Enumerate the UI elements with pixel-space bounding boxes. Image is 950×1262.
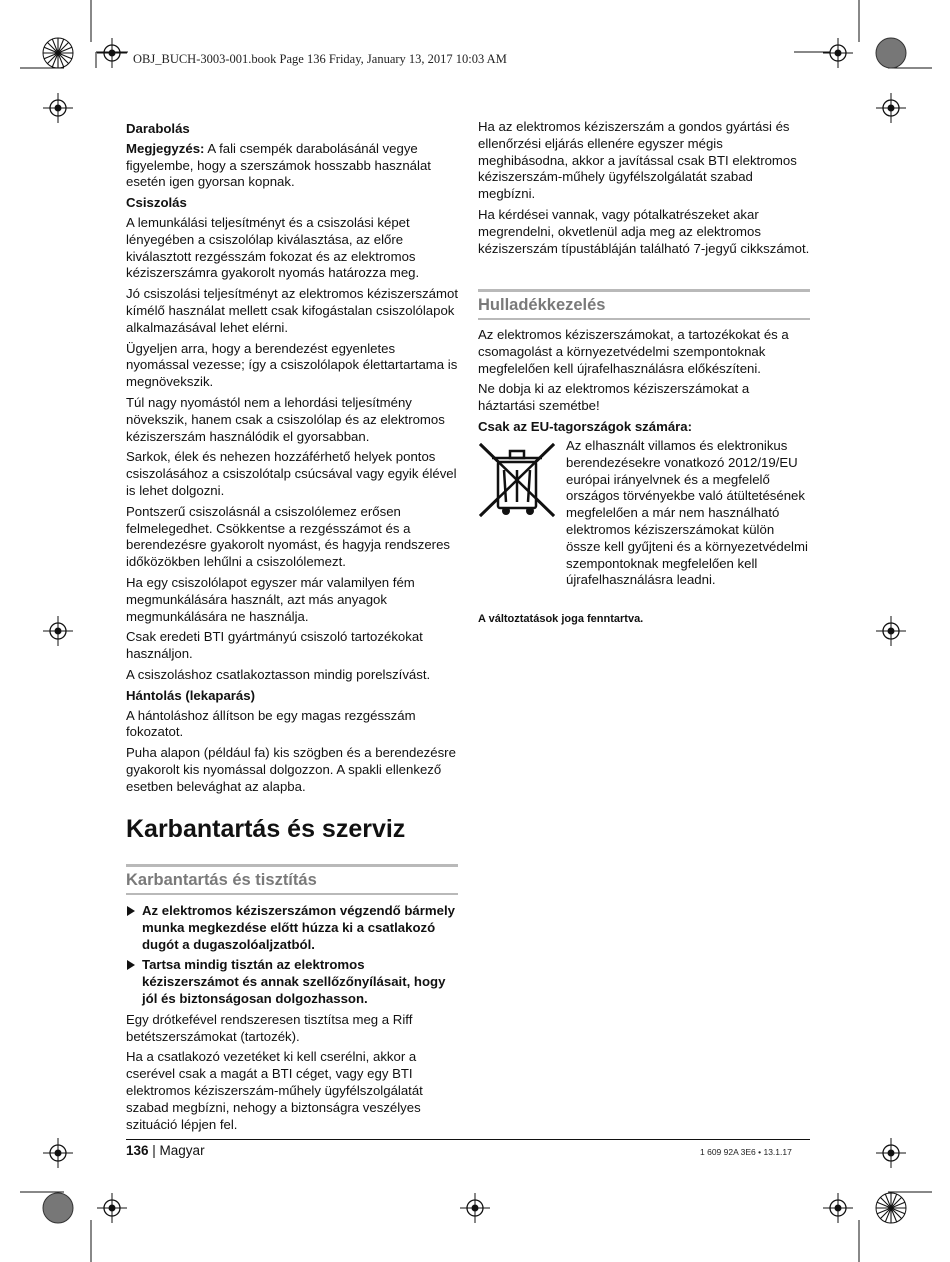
scraping-paragraph-2: Puha alapon (például fa) kis szögben és a berendezésre gyakorolt kis nyomással dolgozzon. A spakli ellenkező esetben belevághat az alapba. bbox=[126, 745, 456, 794]
section-title-sanding: Csiszolás bbox=[126, 195, 187, 211]
scraping-paragraph-1: A hántoláshoz állítson be egy magas rezgésszám fokozatot. bbox=[126, 707, 416, 740]
maintenance-paragraph-1: Egy drótkefével rendszeresen tisztítsa meg a Riff betétszerszámokat (tartozék). bbox=[126, 1011, 413, 1044]
right-column bbox=[478, 119, 810, 261]
footer-rule bbox=[126, 1139, 810, 1140]
sanding-paragraph-2: Jó csiszolási teljesítményt az elektromos kéziszerszámot kímélő használat mellett csak kifogástalan csiszolólapok alkalmazásával lehet elérni. bbox=[126, 286, 458, 335]
left-column bbox=[126, 119, 458, 799]
triangle-bullet-icon bbox=[127, 960, 135, 970]
sanding-paragraph-8: Csak eredeti BTI gyártmányú csiszoló tartozékokat használjon. bbox=[126, 629, 423, 662]
section-rule bbox=[478, 318, 810, 320]
eu-title: Csak az EU-tagországok számára: bbox=[478, 418, 693, 434]
sanding-paragraph-7: Ha egy csiszolólapot egyszer már valamilyen fém megmunkálására használt, azt más anyagok megmunkálására ne használja. bbox=[126, 574, 415, 624]
eu-directive-text: Az elhasznált villamos és elektronikus berendezésekre vonatkozó 2012/19/EU európai irányelvnek és a megfelelő országos törvényekbe való átültetésének megfelelően a már nem használható elektromos kéziszerszámokat külön össze kell gyűjteni és a környezetvédelmi szempontoknak megfelelően kell újrafelhasználásra leadni. bbox=[566, 438, 808, 588]
bullet-text: Az elektromos kéziszerszámon végzendő bármely munka megkezdése előtt húzza ki a csatlakozó dugót a dugaszolóaljzatból. bbox=[142, 903, 455, 952]
disposal-body bbox=[478, 327, 810, 439]
triangle-bullet-icon bbox=[127, 906, 135, 916]
rights-reserved-note: A változtatások joga fenntartva. bbox=[478, 613, 644, 625]
section-rule bbox=[126, 864, 458, 867]
sanding-paragraph-9: A csiszoláshoz csatlakoztasson mindig porelszívást. bbox=[126, 666, 431, 682]
disposal-paragraph-2: Ne dobja ki az elektromos kéziszerszámokat a háztartási szemétbe! bbox=[478, 381, 750, 414]
service-paragraph-2: Ha kérdései vannak, vagy pótalkatrészeket akar megrendelni, okvetlenül adja meg az elektromos kéziszerszám típustábláján található 7-jegyű cikkszámot. bbox=[478, 206, 810, 256]
warning-bullet-2 bbox=[126, 957, 458, 1007]
chapter-title: Karbantartás és szerviz bbox=[126, 815, 406, 843]
disposal-paragraph-1: Az elektromos kéziszerszámokat, a tartozékokat és a csomagolást a környezetvédelmi szempontoknak megfelelően kell újrafelhasználásra előkészíteni. bbox=[478, 327, 789, 376]
footer-separator: | bbox=[148, 1143, 160, 1158]
section-title-cutting: Darabolás bbox=[126, 121, 190, 136]
page-number: 136 bbox=[126, 1143, 149, 1158]
bullet-text: Tartsa mindig tisztán az elektromos kéziszerszámot és annak szellőzőnyílásait, hogy jól és biztonságosan dolgozhasson. bbox=[142, 957, 446, 1006]
maintenance-paragraph-2: Ha a csatlakozó vezetéket ki kell cserélni, akkor a cserével csak a magát a BTI céget, vagy egy BTI elektromos kéziszerszám-műhely ügyfélszolgálatát szabad megbízni, nehogy a biztonságra veszélyes szituáció lépjen fel. bbox=[126, 1049, 423, 1132]
footer-page-label bbox=[126, 1143, 205, 1158]
weee-bin-icon bbox=[476, 440, 558, 520]
section-title-scraping: Hántolás (lekaparás) bbox=[126, 687, 255, 703]
note-label: Megjegyzés: bbox=[126, 140, 205, 156]
service-paragraph-1: Ha az elektromos kéziszerszám a gondos gyártási és ellenőrzési eljárás ellenére egyszer mégis meghibásodna, akkor a javítással csak BTI elektromos kéziszerszám-műhely ügyfélszolgálatát szabad megbízni. bbox=[478, 119, 797, 202]
note-text: A fali csempék darabolásánál vegye figyelembe, hogy a szerszámok hosszabb használat esetén igen gyorsan kopnak. bbox=[126, 140, 431, 190]
subsection-title-maintenance: Karbantartás és tisztítás bbox=[126, 871, 317, 889]
book-header-line: OBJ_BUCH-3003-001.book Page 136 Friday, January 13, 2017 10:03 AM bbox=[133, 52, 507, 66]
maintenance-body bbox=[126, 903, 458, 1137]
footer-language: Magyar bbox=[159, 1143, 205, 1158]
section-rule bbox=[126, 893, 458, 895]
note-paragraph bbox=[126, 141, 458, 191]
section-title-disposal: Hulladékkezelés bbox=[478, 296, 606, 314]
sanding-paragraph-5: Sarkok, élek és nehezen hozzáférhető helyek pontos csiszolásához a csiszolótalp csúcsával vagy egyik élével is lehet dolgozni. bbox=[126, 449, 457, 498]
warning-bullet-1 bbox=[126, 903, 458, 953]
sanding-paragraph-4: Túl nagy nyomástól nem a lehordási teljesítmény növekszik, hanem csak a csiszolólap és az elektromos kéziszerszám használódik el gyorsabban. bbox=[126, 394, 445, 444]
sanding-paragraph-1: A lemunkálási teljesítményt és a csiszolási képet lényegében a csiszolólap kiválasztása, az előre kiválasztott rezgésszám fokozat és az elektromos kéziszerszámra gyakorolt nyomás határozza meg. bbox=[126, 214, 420, 281]
footer-code: 1 609 92A 3E6 • 13.1.17 bbox=[700, 1147, 792, 1157]
section-rule bbox=[478, 289, 810, 292]
sanding-paragraph-3: Ügyeljen arra, hogy a berendezést egyenletes nyomással vezesse; így a csiszolólapok élettartartama is megnövekszik. bbox=[126, 340, 458, 390]
sanding-paragraph-6: Pontszerű csiszolásnál a csiszolólemez erősen felmelegedhet. Csökkentse a rezgésszámot és a berendezésre gyakorolt nyomást, és hagyja rendszeres időközökben lehűlni a csiszolólemezt. bbox=[126, 503, 451, 570]
